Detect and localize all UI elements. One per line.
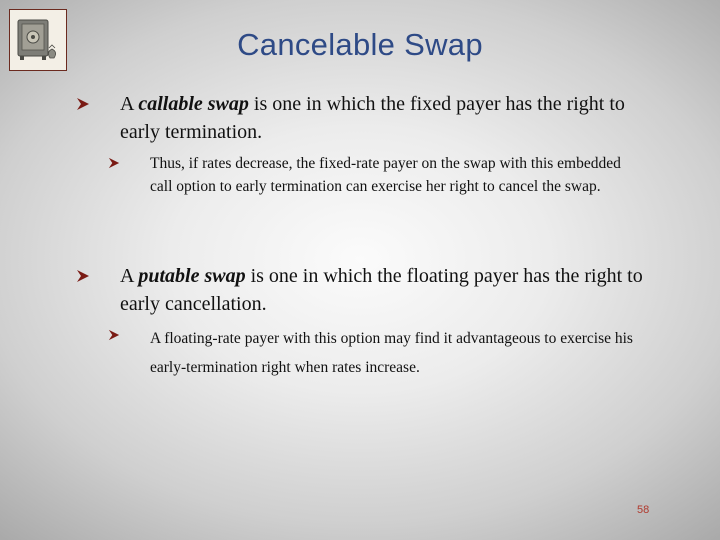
term-putable-swap: putable swap: [138, 265, 246, 287]
arrow-bullet-icon: [76, 262, 120, 283]
arrow-bullet-icon: [108, 152, 150, 169]
term-callable-swap: callable swap: [138, 93, 249, 115]
sub-bullet-text: Thus, if rates decrease, the fixed-rate payer on the swap with this embedded call option to early termination can exercise her right to cancel the swap.: [150, 155, 621, 195]
bullet-callable-swap: [76, 90, 646, 146]
bullet-putable-swap: [76, 262, 646, 318]
arrow-bullet-icon: [108, 324, 150, 341]
bullet-text: A callable swap is one in which the fixed payer has the right to early termination.: [120, 93, 625, 143]
bullet-text: A putable swap is one in which the floating payer has the right to early cancellation.: [120, 265, 643, 315]
sub-bullet-putable: [108, 324, 638, 382]
slide-title: Cancelable Swap: [237, 27, 483, 62]
page-number: 58: [637, 504, 650, 516]
sub-bullet-text: A floating-rate payer with this option may find it advantageous to exercise his early-termination right when rates increase.: [150, 330, 633, 376]
arrow-bullet-icon: [76, 90, 120, 111]
sub-bullet-callable: [108, 152, 638, 198]
